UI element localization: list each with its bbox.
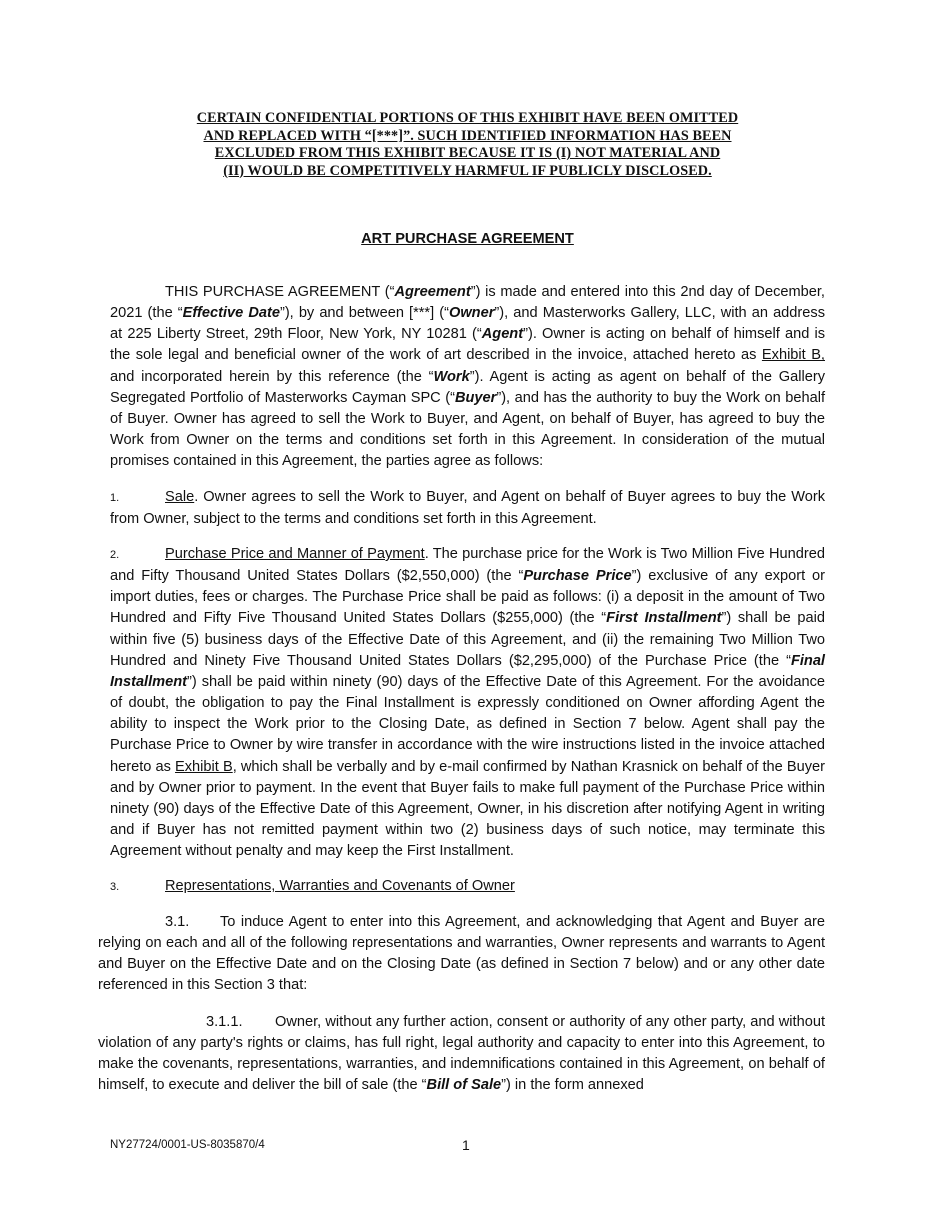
section-number: 3.1.1. xyxy=(206,1014,243,1030)
section-text: ”) shall be paid within five (5) business days of the Effective Date of this Agreement, and (ii) the remaining Two Million Two Hundred and Ninety Five Thousand United States Dollars ($2,295,000) of the Purchase Price (the “ xyxy=(110,610,825,669)
defined-term: Bill of Sale xyxy=(426,1077,502,1094)
section-1 xyxy=(110,487,825,530)
section-heading: Representations, Warranties and Covenants of Owner xyxy=(165,878,515,894)
defined-term: Effective Date xyxy=(182,305,280,322)
section-text: . Owner agrees to sell the Work to Buyer, and Agent on behalf of Buyer agrees to buy the Work from Owner, subject to the terms and conditions set forth in this Agreement. xyxy=(110,489,825,528)
section-text: . The purchase price for the Work is Two Million Five Hundred and Fifty Thousand United States Dollars ($2,550,000) (the “ xyxy=(110,546,825,585)
defined-term: Owner xyxy=(448,305,495,322)
section-heading: Sale xyxy=(165,489,195,505)
section-text: ”) exclusive of any export or import duties, fees or charges. The Purchase Price shall be paid as follows: (i) a deposit in the amount of Two Hundred and Fifty Five Thousand United States Dollars ($255,000) (the “ xyxy=(110,568,825,627)
section-number: 3. xyxy=(110,881,120,893)
intro-text: ”), and has the authority to buy the Work on behalf of Buyer. Owner has agreed to sell the Work to Buyer, and Agent, on behalf of Buyer, has agreed to buy the Work from Owner on the terms and conditions set forth in this Agreement. In consideration of the mutual promises contained in this Agreement, the parties agree as follows: xyxy=(110,389,825,470)
footer-page-number: 1 xyxy=(462,1137,470,1153)
defined-term: Final Installment xyxy=(110,652,825,690)
notice-line-3: EXCLUDED FROM THIS EXHIBIT BECAUSE IT IS (I) NOT MATERIAL AND xyxy=(214,145,721,162)
section-3-1-1 xyxy=(98,1012,825,1097)
defined-term: Buyer xyxy=(454,389,497,406)
section-text: ”) shall be paid within ninety (90) days of the Effective Date of this Agreement. For the avoidance of doubt, the obligation to pay the Final Installment is expressly conditioned on Owner affording Agent the ability to inspect the Work prior to the Closing Date, as defined in Section 7 below. Agent shall pay the Purchase Price to Owner by wire transfer in accordance with the wire instructions listed in the invoice attached hereto as xyxy=(110,673,825,775)
defined-term: Work xyxy=(433,368,470,385)
intro-paragraph xyxy=(110,282,825,472)
section-text: Owner, without any further action, consent or authority of any other party, and without violation of any party's rights or claims, has full right, legal authority and capacity to enter into this Agreement, to make the covenants, representations, warranties, and indemnifications contained in this Agreement, on behalf of himself, to execute and deliver the bill of sale (the “ xyxy=(98,1014,825,1094)
footer-document-id: NY27724/0001-US-8035870/4 xyxy=(110,1139,265,1151)
section-3 xyxy=(110,876,825,898)
section-text: , which shall be verbally and by e-mail confirmed by Nathan Krasnick on behalf of the Buyer and by Owner prior to payment. In the event that Buyer fails to make full payment of the Purchase Price within ninety (90) days of the Effective Date of this Agreement, Owner, in his discretion after notifying Agent in writing and if Buyer has not remitted payment within two (2) business days of such notice, may terminate this Agreement without penalty and may keep the First Installment. xyxy=(110,758,826,860)
notice-line-4: (II) WOULD BE COMPETITIVELY HARMFUL IF PUBLICLY DISCLOSED. xyxy=(223,162,712,179)
notice-line-2: AND REPLACED WITH “[***]”. SUCH IDENTIFIED INFORMATION HAS BEEN xyxy=(203,127,732,144)
intro-text: THIS PURCHASE AGREEMENT (“ xyxy=(165,284,395,300)
section-text: To induce Agent to enter into this Agreement, and acknowledging that Agent and Buyer are relying on each and all of the following representations and warranties, Owner represents and warrants to Agent and Buyer on the Effective Date and on the Closing Date (as defined in Section 7 below) and or any other date referenced in this Section 3 that: xyxy=(98,914,825,994)
intro-text: ”) is made and entered into this 2nd day of December, 2021 (the “ xyxy=(110,284,825,322)
section-text: ”) in the form annexed xyxy=(501,1077,644,1094)
defined-term: Agreement xyxy=(394,284,471,300)
intro-text: ”), and Masterworks Gallery, LLC, with an address at 225 Liberty Street, 29th Floor, New York, NY 10281 (“ xyxy=(110,305,825,343)
section-heading: Purchase Price and Manner of Payment xyxy=(165,546,425,562)
intro-text: and incorporated herein by this reference (the “ xyxy=(110,368,434,385)
exhibit-reference: Exhibit B xyxy=(175,758,233,775)
notice-line-1: CERTAIN CONFIDENTIAL PORTIONS OF THIS EXHIBIT HAVE BEEN OMITTED xyxy=(196,110,739,126)
section-number: 1. xyxy=(110,492,120,504)
intro-text: ”). Agent is acting as agent on behalf of the Gallery Segregated Portfolio of Masterworks Cayman SPC (“ xyxy=(110,368,825,406)
confidentiality-notice xyxy=(110,110,825,180)
defined-term: Agent xyxy=(481,326,524,343)
defined-term: First Installment xyxy=(606,610,722,627)
section-number: 2. xyxy=(110,549,120,561)
exhibit-reference: Exhibit B, xyxy=(761,347,825,364)
section-number: 3.1. xyxy=(165,914,190,930)
section-3-1 xyxy=(98,912,825,997)
section-2 xyxy=(110,544,825,862)
intro-text: ”). Owner is acting on behalf of himself and is the sole legal and beneficial owner of the work of art described in the invoice, attached hereto as xyxy=(110,326,825,364)
intro-text: ”), by and between [***] (“ xyxy=(279,305,449,322)
defined-term: Purchase Price xyxy=(523,568,632,585)
document-title: ART PURCHASE AGREEMENT xyxy=(361,231,574,247)
